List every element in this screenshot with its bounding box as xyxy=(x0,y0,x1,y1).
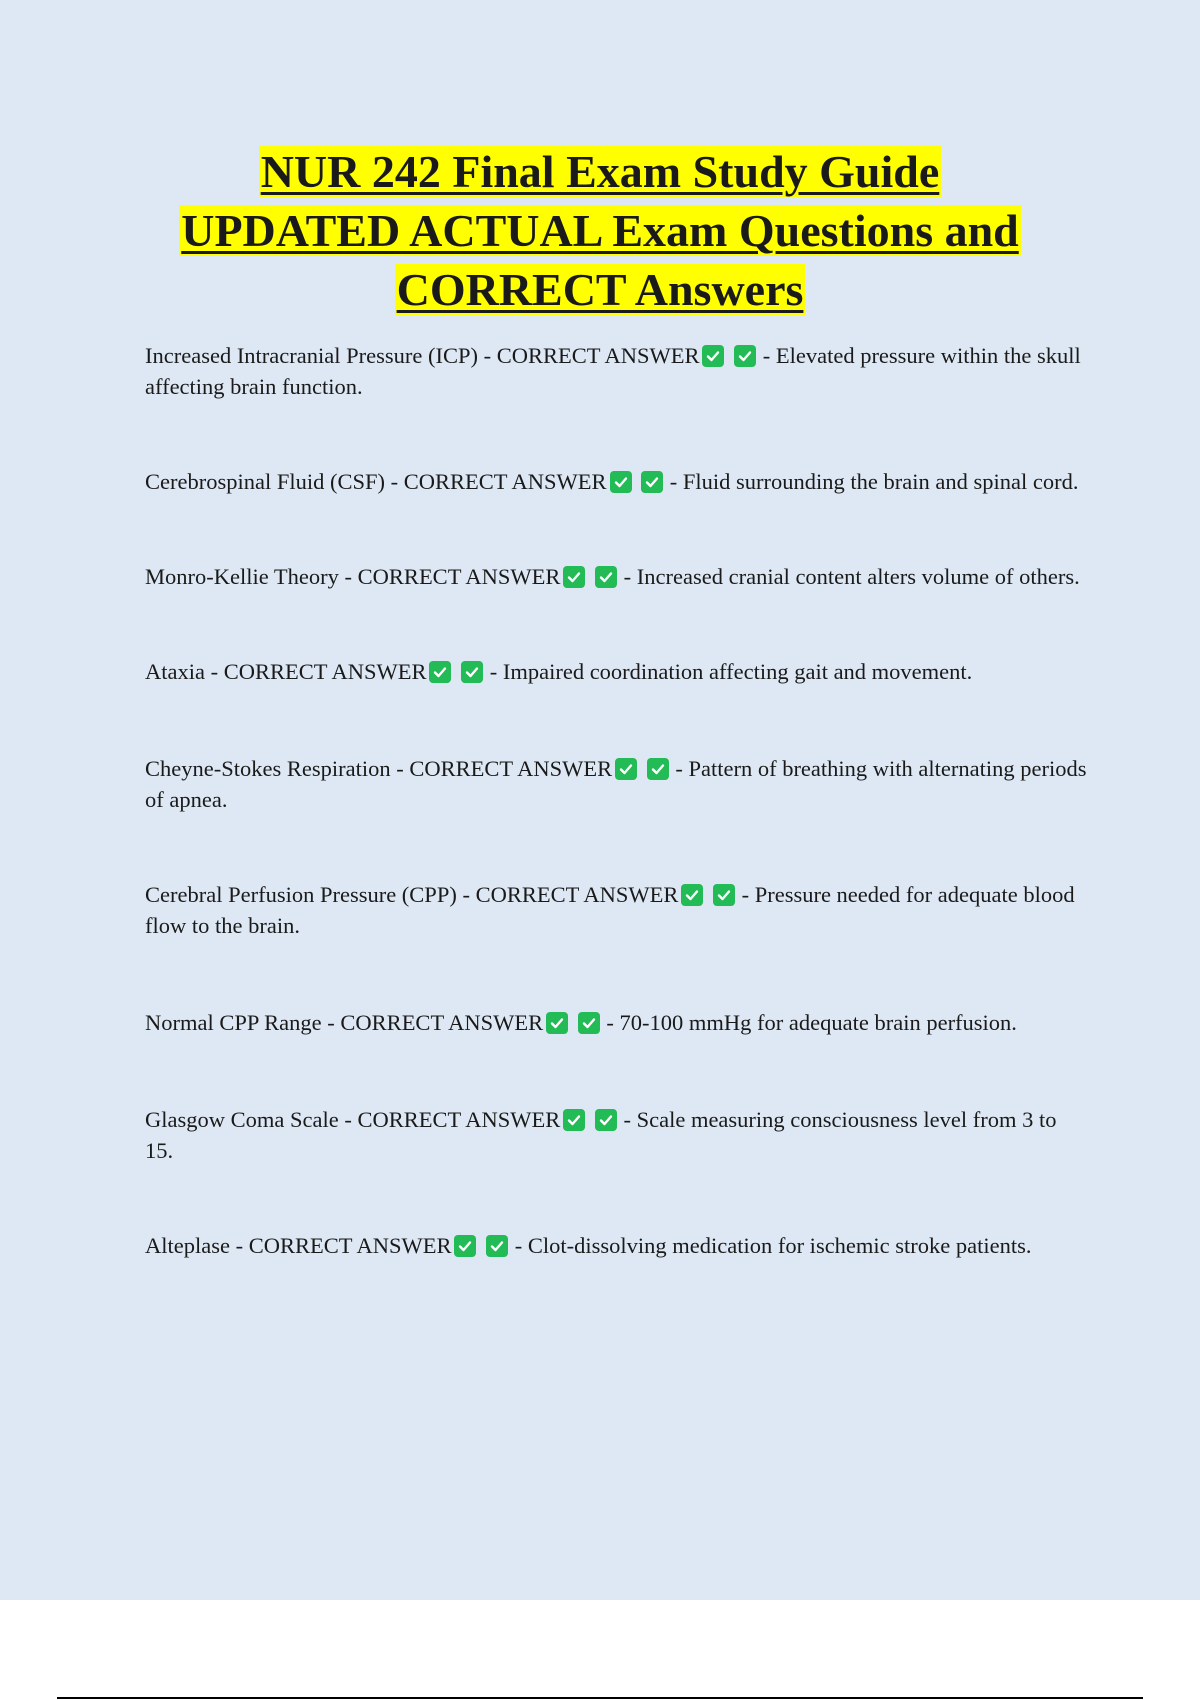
entry-definition: Clot-dissolving medication for ischemic stroke patients. xyxy=(527,1233,1032,1258)
check-mark-icon xyxy=(546,1012,568,1034)
check-mark-icon xyxy=(702,345,724,367)
entry-term: Normal CPP Range xyxy=(145,1010,322,1035)
entry-marker: CORRECT ANSWER xyxy=(248,1233,452,1258)
check-mark-icon xyxy=(734,345,756,367)
entry-term: Increased Intracranial Pressure (ICP) xyxy=(145,343,478,368)
check-mark-icon xyxy=(610,471,632,493)
entry-term: Ataxia xyxy=(145,659,205,684)
title-line-3: CORRECT Answers xyxy=(396,264,804,315)
qa-entry: Ataxia - CORRECT ANSWER - Impaired coordination affecting gait and movement. xyxy=(145,659,973,684)
entry-definition: Increased cranial content alters volume of others. xyxy=(636,564,1080,589)
check-mark-icon xyxy=(641,471,663,493)
check-mark-icon xyxy=(563,1109,585,1131)
title-line-2: UPDATED ACTUAL Exam Questions and xyxy=(181,205,1019,256)
title-line-1: NUR 242 Final Exam Study Guide xyxy=(260,146,940,197)
entry-marker: CORRECT ANSWER xyxy=(357,1107,561,1132)
entry-marker: CORRECT ANSWER xyxy=(357,564,561,589)
check-mark-icon xyxy=(578,1012,600,1034)
qa-entry: Cerebral Perfusion Pressure (CPP) - CORRECT ANSWER - Pressure needed for adequate blood flow to the brain. xyxy=(145,882,1075,938)
document-title xyxy=(100,142,1100,319)
qa-entry: Glasgow Coma Scale - CORRECT ANSWER - Scale measuring consciousness level from 3 to 15. xyxy=(145,1107,1057,1163)
check-mark-icon xyxy=(486,1235,508,1257)
entry-term: Monro-Kellie Theory xyxy=(145,564,339,589)
entry-term: Cerebral Perfusion Pressure (CPP) xyxy=(145,882,457,907)
entry-definition: Impaired coordination affecting gait and movement. xyxy=(502,659,973,684)
qa-entry: Normal CPP Range - CORRECT ANSWER - 70-100 mmHg for adequate brain perfusion. xyxy=(145,1010,1017,1035)
entry-definition: Fluid surrounding the brain and spinal cord. xyxy=(682,469,1079,494)
entry-marker: CORRECT ANSWER xyxy=(403,469,607,494)
entry-marker: CORRECT ANSWER xyxy=(223,659,427,684)
check-mark-icon xyxy=(454,1235,476,1257)
check-mark-icon xyxy=(461,661,483,683)
entry-marker: CORRECT ANSWER xyxy=(475,882,679,907)
entry-definition: Pattern of breathing with alternating periods of apnea. xyxy=(145,756,1087,812)
check-mark-icon xyxy=(681,884,703,906)
qa-entry: Monro-Kellie Theory - CORRECT ANSWER - Increased cranial content alters volume of others. xyxy=(145,564,1080,589)
check-mark-icon xyxy=(595,1109,617,1131)
entry-term: Glasgow Coma Scale xyxy=(145,1107,339,1132)
entry-marker: CORRECT ANSWER xyxy=(340,1010,544,1035)
entry-term: Cheyne-Stokes Respiration xyxy=(145,756,391,781)
qa-entry: Cerebrospinal Fluid (CSF) - CORRECT ANSWER - Fluid surrounding the brain and spinal cord. xyxy=(145,469,1079,494)
check-mark-icon xyxy=(647,758,669,780)
entry-definition: Elevated pressure within the skull affecting brain function. xyxy=(145,343,1081,399)
check-mark-icon xyxy=(563,566,585,588)
entry-term: Cerebrospinal Fluid (CSF) xyxy=(145,469,385,494)
entry-term: Alteplase xyxy=(145,1233,230,1258)
check-mark-icon xyxy=(615,758,637,780)
qa-entry: Cheyne-Stokes Respiration - CORRECT ANSWER - Pattern of breathing with alternating periods of apnea. xyxy=(145,756,1087,812)
qa-entry: Increased Intracranial Pressure (ICP) - CORRECT ANSWER - Elevated pressure within the skull affecting brain function. xyxy=(145,343,1081,399)
check-mark-icon xyxy=(713,884,735,906)
qa-entry-list xyxy=(145,340,1090,1261)
entry-marker: CORRECT ANSWER xyxy=(496,343,700,368)
check-mark-icon xyxy=(595,566,617,588)
footer-divider xyxy=(57,1697,1143,1699)
entry-definition: 70-100 mmHg for adequate brain perfusion. xyxy=(619,1010,1017,1035)
entry-definition: Pressure needed for adequate blood flow to the brain. xyxy=(145,882,1075,938)
check-mark-icon xyxy=(429,661,451,683)
entry-definition: Scale measuring consciousness level from 3 to 15. xyxy=(145,1107,1057,1163)
entry-marker: CORRECT ANSWER xyxy=(409,756,613,781)
qa-entry: Alteplase - CORRECT ANSWER - Clot-dissolving medication for ischemic stroke patients. xyxy=(145,1233,1032,1258)
